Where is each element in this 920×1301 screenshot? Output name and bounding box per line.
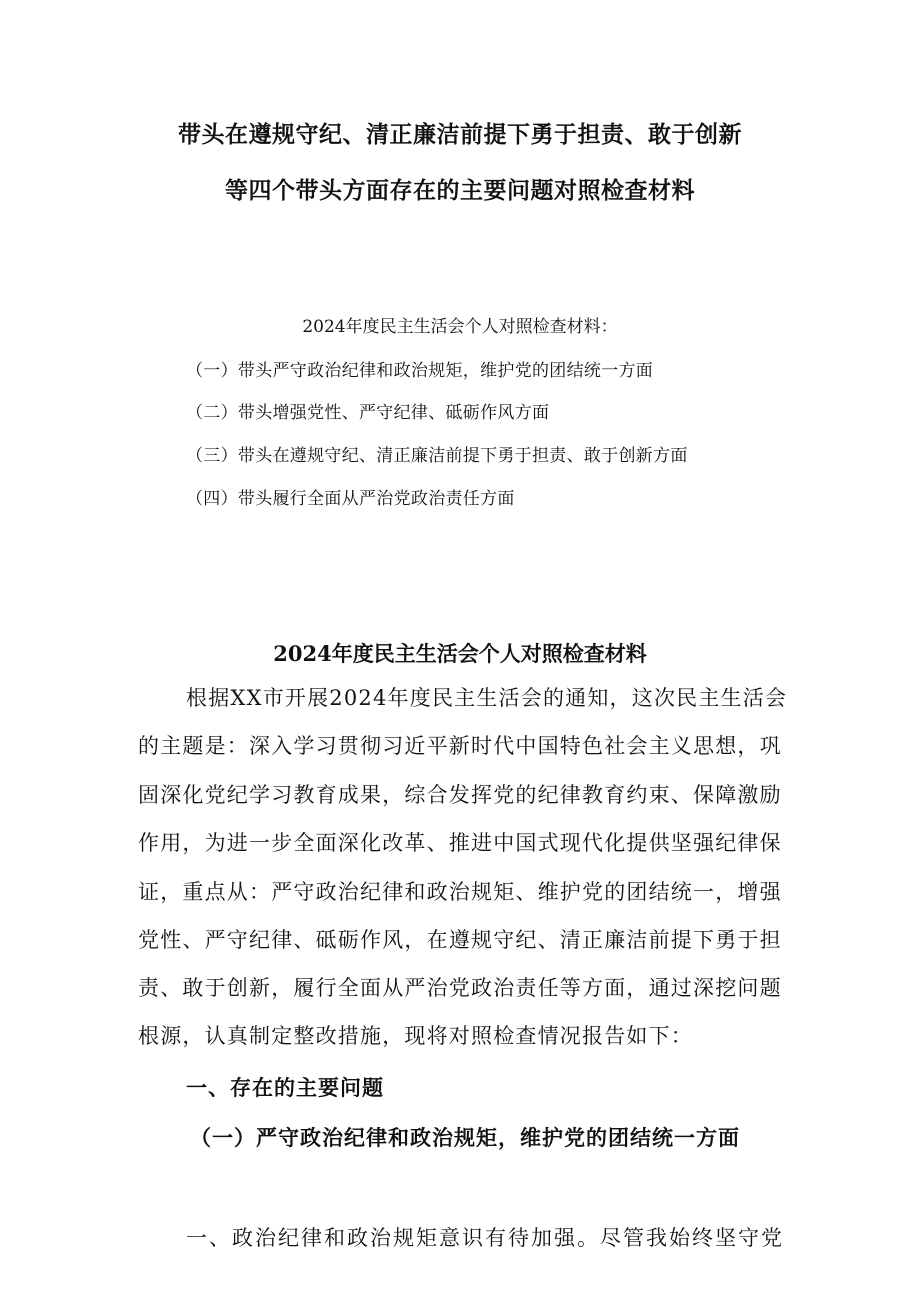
body-paragraph-line: 一、政治纪律和政治规矩意识有待加强。尽管我始终坚守党 — [186, 1226, 784, 1250]
intro-paragraph-line: 根源，认真制定整改措施，现将对照检查情况报告如下： — [138, 1024, 693, 1048]
intro-paragraph-line: 证，重点从：严守政治纪律和政治规矩、维护党的团结统一，增强 — [138, 880, 782, 904]
cover-title-line-2: 等四个带头方面存在的主要问题对照检查材料 — [225, 178, 695, 204]
intro-paragraph-line: 根据XX市开展2024年度民主生活会的通知，这次民主生活会 — [186, 686, 788, 710]
toc-item: （二）带头增强党性、严守纪律、砥砺作风方面 — [186, 403, 550, 423]
intro-paragraph-line: 的主题是：深入学习贯彻习近平新时代中国特色社会主义思想，巩 — [138, 734, 782, 758]
toc-item: （三）带头在遵规守纪、清正廉洁前提下勇于担责、敢于创新方面 — [186, 446, 688, 466]
toc-heading: 2024年度民主生活会个人对照检查材料： — [302, 317, 618, 337]
intro-paragraph-line: 固深化党纪学习教育成果，综合发挥党的纪律教育约束、保障激励 — [138, 783, 782, 807]
intro-paragraph-line: 作用，为进一步全面深化改革、推进中国式现代化提供坚强纪律保 — [138, 831, 782, 855]
subsection-heading: （一）严守政治纪律和政治规矩，维护党的团结统一方面 — [190, 1125, 740, 1150]
intro-paragraph-line: 责、敢于创新，履行全面从严治党政治责任等方面，通过深挖问题 — [138, 976, 782, 1000]
toc-item: （一）带头严守政治纪律和政治规矩，维护党的团结统一方面 — [186, 361, 654, 381]
section-heading: 一、存在的主要问题 — [186, 1075, 384, 1100]
document-title: 2024年度民主生活会个人对照检查材料 — [273, 641, 647, 666]
toc-item: （四）带头履行全面从严治党政治责任方面 — [186, 489, 515, 509]
cover-title-line-1: 带头在遵规守纪、清正廉洁前提下勇于担责、敢于创新 — [178, 122, 742, 148]
intro-paragraph-line: 党性、严守纪律、砥砺作风，在遵规守纪、清正廉洁前提下勇于担 — [138, 928, 782, 952]
